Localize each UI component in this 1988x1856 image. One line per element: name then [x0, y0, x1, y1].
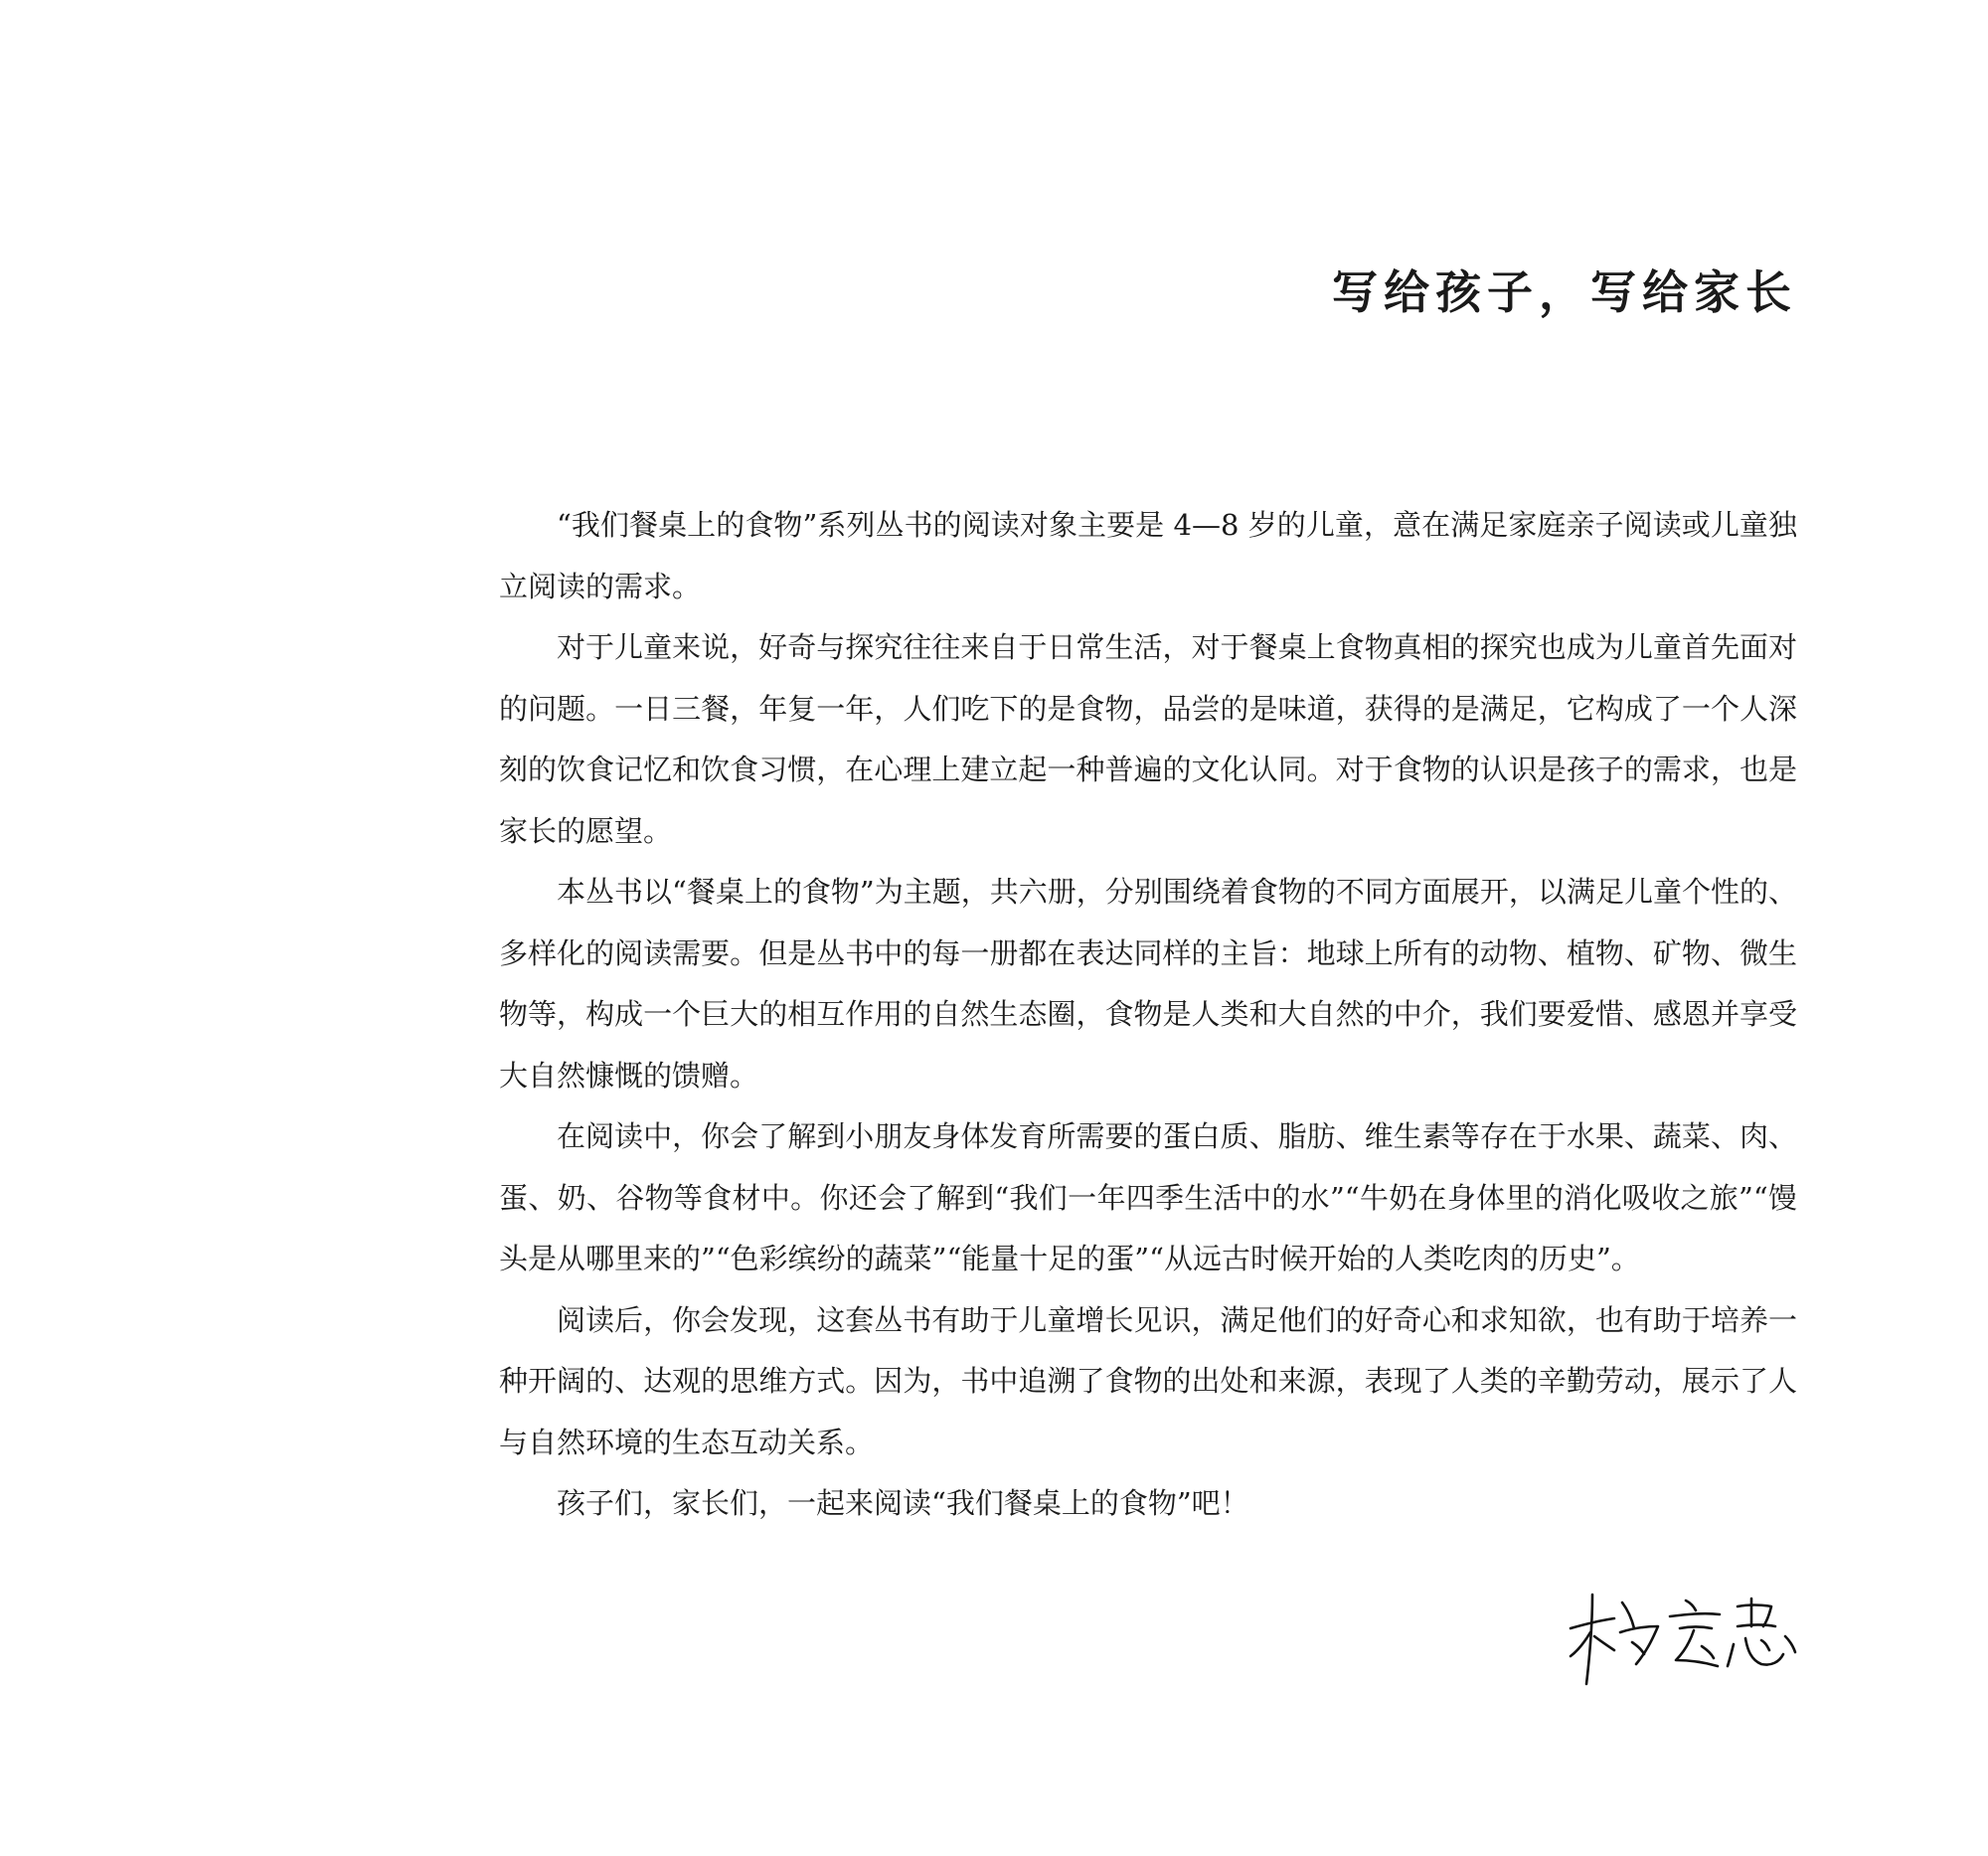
paragraph-5: 阅读后，你会发现，这套丛书有助于儿童增长见识，满足他们的好奇心和求知欲，也有助于培养一种开阔的、达观的思维方式。因为，书中追溯了食物的出处和来源，表现了人类的辛勤劳动，展示了人与自然环境的生态互动关系。	[499, 1302, 1797, 1459]
paragraph-4: 在阅读中，你会了解到小朋友身体发育所需要的蛋白质、脂肪、维生素等存在于水果、蔬菜、肉、蛋、奶、谷物等食材中。你还会了解到“我们一年四季生活中的水”“牛奶在身体里的消化吸收之旅”“馒头是从哪里来的”“色彩缤纷的蔬菜”“能量十足的蛋”“从远古时候开始的人类吃肉的历史”。	[499, 1119, 1797, 1275]
body-text	[499, 495, 1797, 1535]
page-title: 写给孩子，写给家长	[1332, 265, 1797, 319]
handwritten-signature	[1563, 1581, 1801, 1690]
paragraph-2: 对于儿童来说，好奇与探究往往来自于日常生活，对于餐桌上食物真相的探究也成为儿童首先面对的问题。一日三餐，年复一年，人们吃下的是食物，品尝的是味道，获得的是满足，它构成了一个人深刻的饮食记忆和饮食习惯，在心理上建立起一种普遍的文化认同。对于食物的认识是孩子的需求，也是家长的愿望。	[499, 630, 1797, 848]
signature-drawing	[1563, 1581, 1801, 1690]
paragraph-1: “我们餐桌上的食物”系列丛书的阅读对象主要是 4—8 岁的儿童，意在满足家庭亲子阅读或儿童独立阅读的需求。	[499, 508, 1797, 603]
paragraph-6: 孩子们，家长们，一起来阅读“我们餐桌上的食物”吧！	[557, 1486, 1249, 1520]
paragraph-3: 本丛书以“餐桌上的食物”为主题，共六册，分别围绕着食物的不同方面展开，以满足儿童个性的、多样化的阅读需要。但是丛书中的每一册都在表达同样的主旨：地球上所有的动物、植物、矿物、微生物等，构成一个巨大的相互作用的自然生态圈，食物是人类和大自然的中介，我们要爱惜、感恩并享受大自然慷慨的馈赠。	[499, 875, 1797, 1093]
